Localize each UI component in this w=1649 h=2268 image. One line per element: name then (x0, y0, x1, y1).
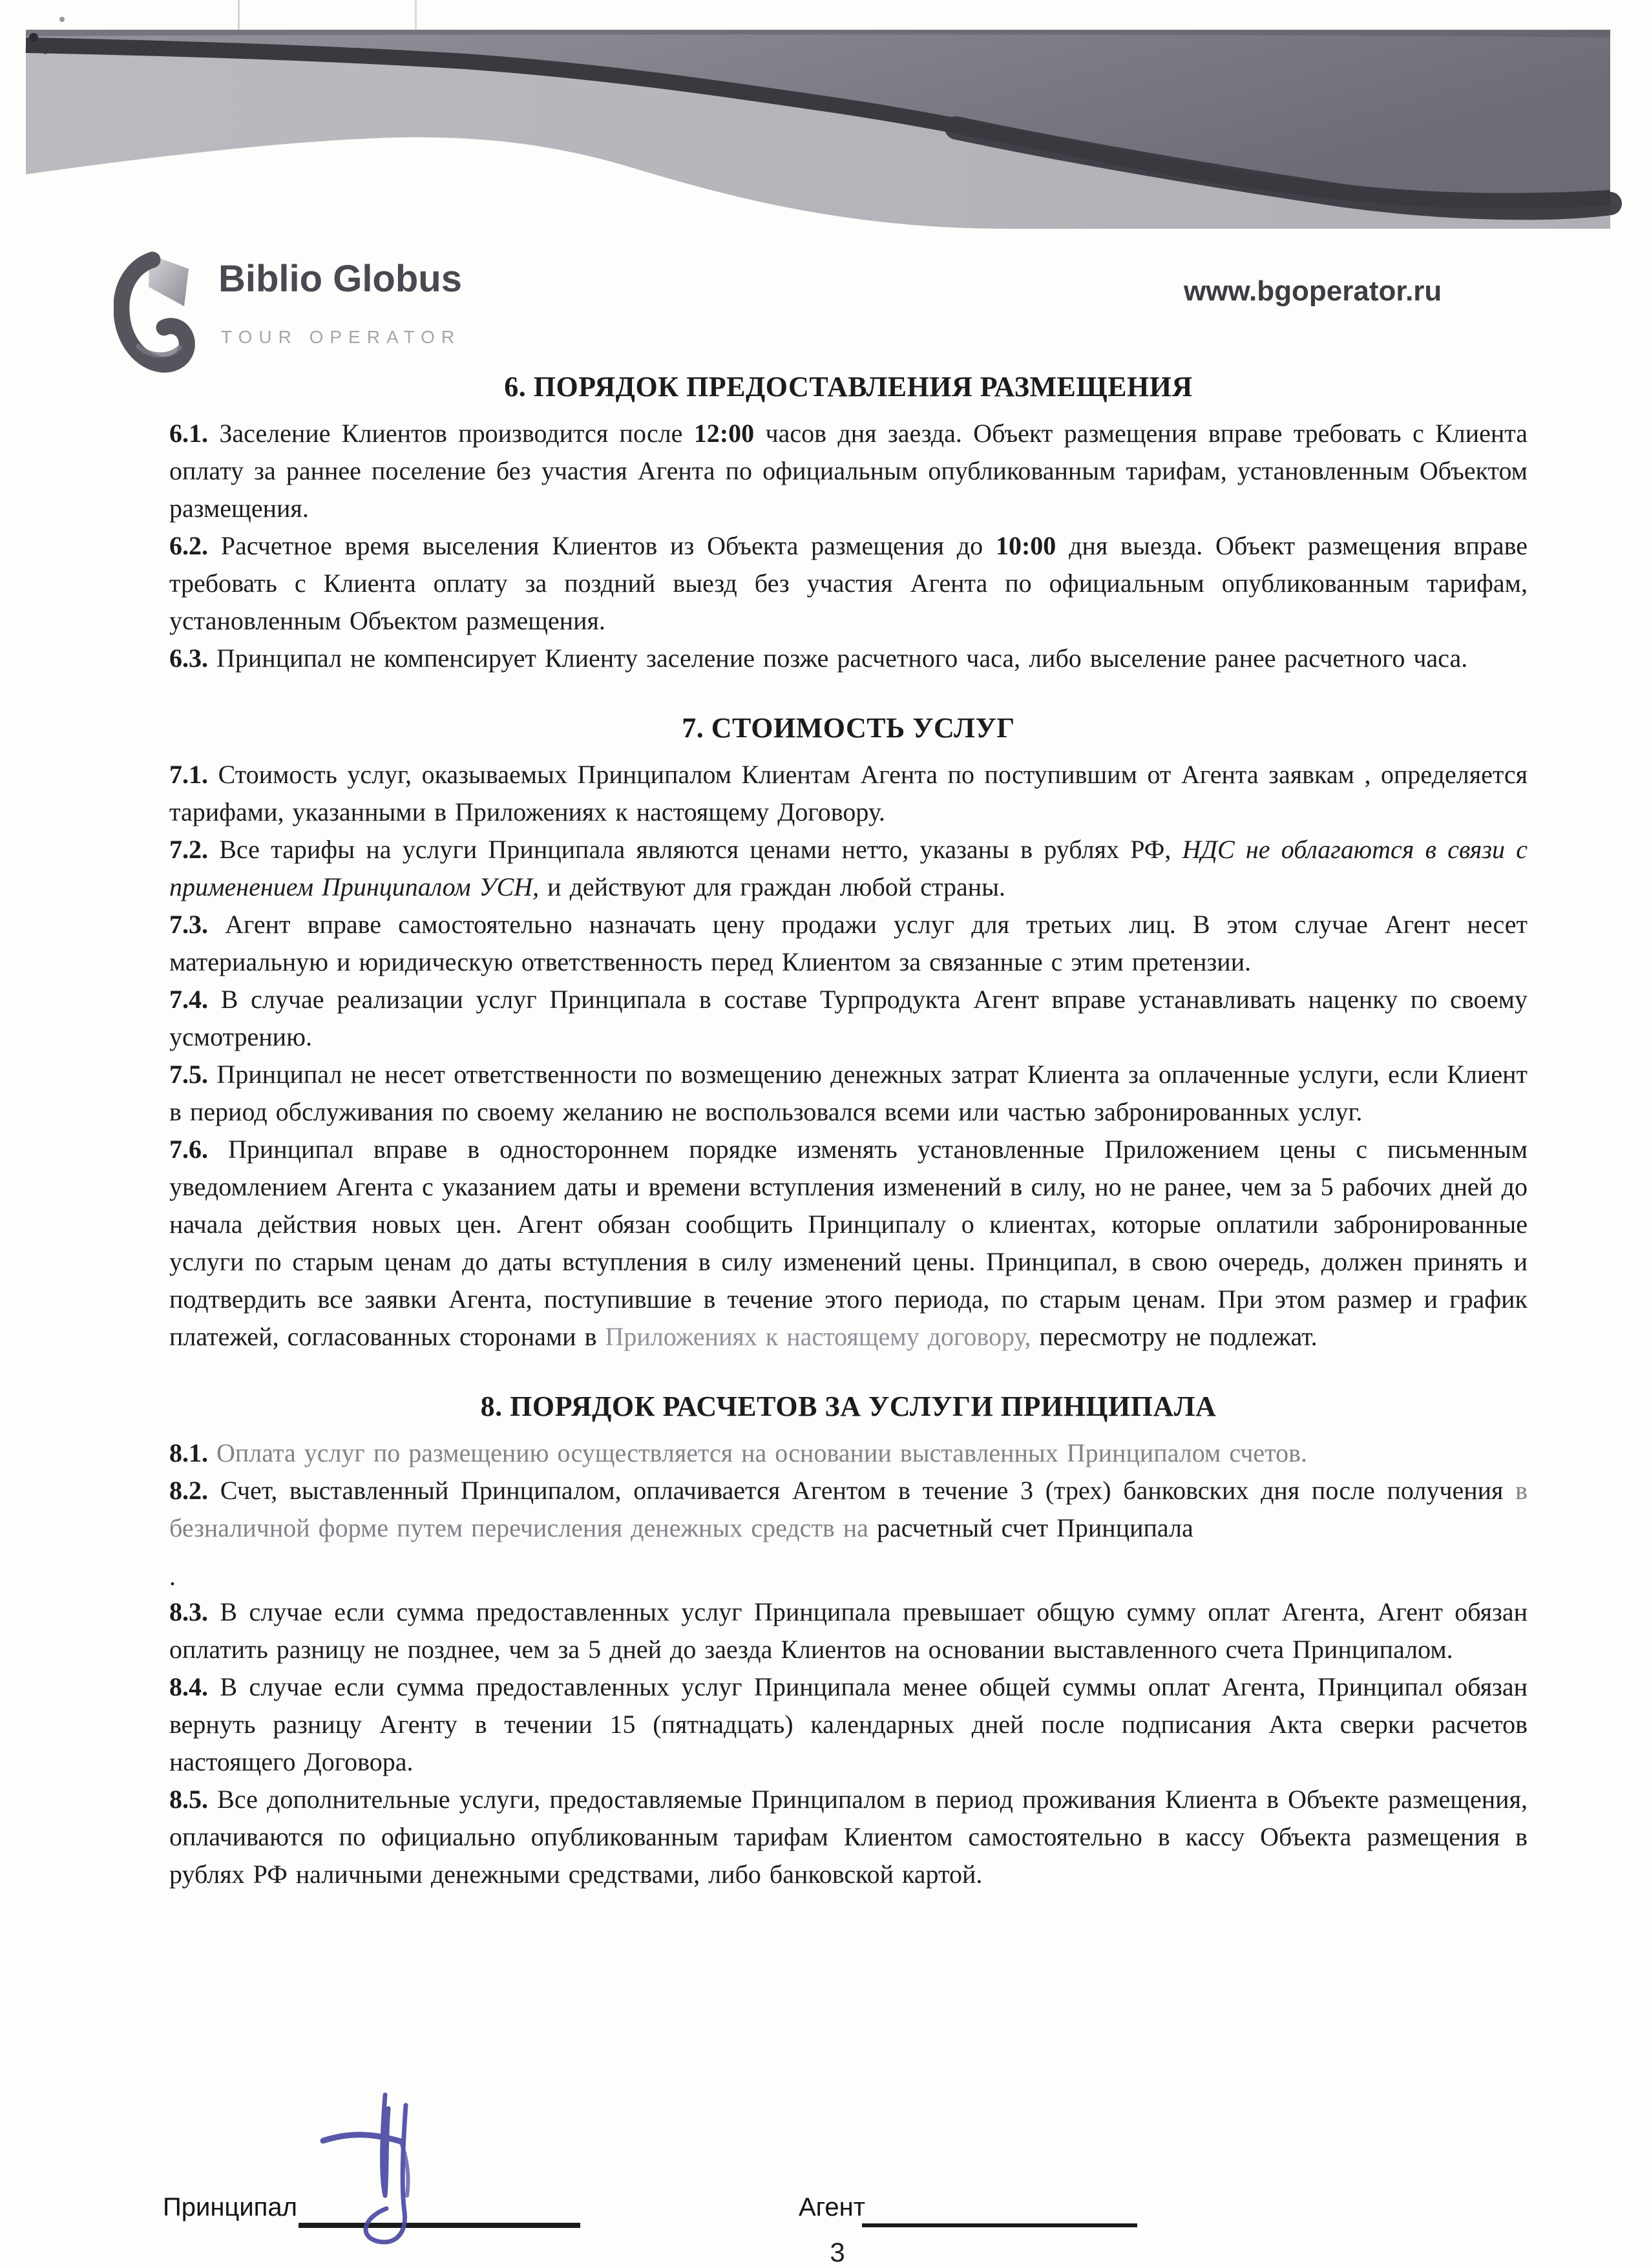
text-run: Счет, выставленный Принципалом, оплачивается Агентом в течение 3 (трех) банковских дня после получения (208, 1476, 1516, 1505)
text-run: Расчетное время выселения Клиентов из Объекта размещения до (208, 531, 996, 560)
brand-tagline: TOUR OPERATOR (221, 327, 461, 347)
paragraph (169, 640, 1528, 677)
header-wave-banner (0, 0, 1649, 240)
paragraph (169, 906, 1528, 981)
text-run: пересмотру не подлежат. (1031, 1322, 1318, 1351)
text-run: . (169, 1562, 176, 1591)
paragraph (169, 415, 1528, 527)
text-run: 8.1. (169, 1438, 208, 1467)
text-run: 7.3. (169, 910, 208, 939)
text-run: Заселение Клиентов производится после (208, 419, 694, 448)
contract-sections (169, 370, 1528, 1893)
text-run: 7.2. (169, 835, 208, 864)
scan-speck (59, 17, 65, 22)
text-run: В случае если сумма предоставленных услуг Принципала превышает общую сумму оплат Агента, Агент обязан оплатить разницу не позднее, чем за 5 дней до заезда Клиентов на основании выставленного счета Принципалом. (169, 1597, 1528, 1664)
text-run: 10:00 (995, 531, 1056, 560)
paragraph (169, 1564, 1528, 1590)
text-run: Все тарифы на услуги Принципала являются ценами нетто, указаны в рублях РФ, (208, 835, 1182, 864)
paragraph (169, 756, 1528, 831)
text-run: и действуют для граждан любой страны. (539, 872, 1006, 901)
section-heading: 7. СТОИМОСТЬ УСЛУГ (682, 712, 1015, 744)
text-run: 8.5. (169, 1785, 208, 1814)
website-url: www.bgoperator.ru (1184, 275, 1442, 307)
paragraph (169, 1781, 1528, 1893)
text-run: 6.3. (169, 644, 208, 673)
scan-speck (43, 49, 48, 54)
signature-stroke (382, 2095, 388, 2196)
paragraph (169, 1131, 1528, 1356)
agent-signature-line (862, 2223, 1137, 2227)
paragraph (169, 527, 1528, 640)
section-heading: 8. ПОРЯДОК РАСЧЕТОВ ЗА УСЛУГИ ПРИНЦИПАЛА (480, 1391, 1217, 1422)
text-run: Стоимость услуг, оказываемых Принципалом Клиентам Агента по поступившим от Агента заявкам , определяется тарифами, указанными в Приложениях к настоящему Договору. (169, 760, 1528, 826)
text-run: 7.6. (169, 1135, 208, 1164)
paragraph (169, 1593, 1528, 1668)
text-run: Принципал не компенсирует Клиенту заселение позже расчетного часа, либо выселение ранее расчетного часа. (208, 644, 1468, 673)
text-run: НДС не облагаются в связи с применением Принципалом УСН, (169, 835, 1528, 901)
scan-streak (238, 0, 240, 30)
text-run: Агент вправе самостоятельно назначать цену продажи услуг для третьих лиц. В этом случае Агент несет материальную и юридическую ответственность перед Клиентом за связанные с этим претензии. (169, 910, 1528, 976)
agent-label: Агент (799, 2193, 866, 2221)
text-run: В случае реализации услуг Принципала в составе Турпродукта Агент вправе устанавливать наценку по своему усмотрению. (169, 985, 1528, 1051)
text-run: расчетный счет Принципала (876, 1513, 1193, 1542)
text-run: 8.4. (169, 1672, 208, 1701)
paragraph (169, 1056, 1528, 1131)
text-run: 7.4. (169, 985, 208, 1014)
paragraph (169, 981, 1528, 1056)
principal-label: Принципал (163, 2193, 297, 2221)
biblio-globus-logo-icon (114, 251, 204, 373)
page-number: 3 (830, 2237, 845, 2267)
text-run: часов дня заезда. Объект размещения вправе требовать с Клиента оплату за раннее поселение без участия Агента по официальным опубликованным тарифам, установленным Объектом размещения. (169, 419, 1528, 523)
text-run: В случае если сумма предоставленных услуг Принципала менее общей суммы оплат Агента, Принципал обязан вернуть разницу Агенту в течении 15 (пятнадцать) календарных дней после подписания Акта сверки расчетов настоящего Договора. (169, 1672, 1528, 1776)
text-run: Оплата услуг по размещению осуществляется на основании выставленных Принципалом счетов. (208, 1438, 1307, 1467)
text-run: дня выезда. Объект размещения вправе требовать с Клиента оплату за поздний выезд без участия Агента по официальным опубликованным тарифам, установленным Объектом размещения. (169, 531, 1528, 635)
text-run: Принципал не несет ответственности по возмещению денежных затрат Клиента за оплаченные услуги, если Клиент в период обслуживания по своему желанию не воспользовался всеми или частью забронированных услуг. (169, 1060, 1528, 1126)
text-run: 8.2. (169, 1476, 208, 1505)
scan-speck (29, 33, 38, 42)
text-run: Все дополнительные услуги, предоставляемые Принципалом в период проживания Клиента в Объекте размещения, оплачиваются по официально опубликованным тарифам Клиентом самостоятельно в кассу Объекта размещения в рублях РФ наличными денежными средствами, либо банковской картой. (169, 1785, 1528, 1889)
text-run: 6.2. (169, 531, 208, 560)
paragraph (169, 831, 1528, 906)
text-run: Приложениях к настоящему договору, (605, 1322, 1031, 1351)
text-run: 7.5. (169, 1060, 208, 1089)
scan-streak (415, 0, 417, 30)
brand-name: Biblio Globus (218, 258, 462, 300)
text-run: в безналичной форме путем перечисления денежных средств на (169, 1476, 1528, 1542)
section-heading: 6. ПОРЯДОК ПРЕДОСТАВЛЕНИЯ РАЗМЕЩЕНИЯ (504, 371, 1193, 403)
paragraph (169, 1434, 1528, 1472)
paragraph (169, 1472, 1528, 1547)
text-run: 6.1. (169, 419, 208, 448)
text-run: 8.3. (169, 1597, 208, 1626)
text-run: 12:00 (693, 419, 755, 448)
text-run: 7.1. (169, 760, 208, 789)
paragraph (169, 1668, 1528, 1781)
text-run: Принципал вправе в одностороннем порядке изменять установленные Приложением цены с письменным уведомлением Агента с указанием даты и времени вступления изменений в силу, но не ранее, чем за 5 рабочих дней до начала действия новых цен. Агент обязан сообщить Принципалу о клиентах, которые оплатили забронированные услуги по старым ценам до даты вступления в силу изменений цены. Принципал, в свою очередь, должен принять и подтвердить все заявки Агента, поступившие в течение этого периода, по старым ценам. При этом размер и график платежей, согласованных сторонами в (169, 1135, 1528, 1351)
handwritten-signature (304, 2079, 504, 2258)
